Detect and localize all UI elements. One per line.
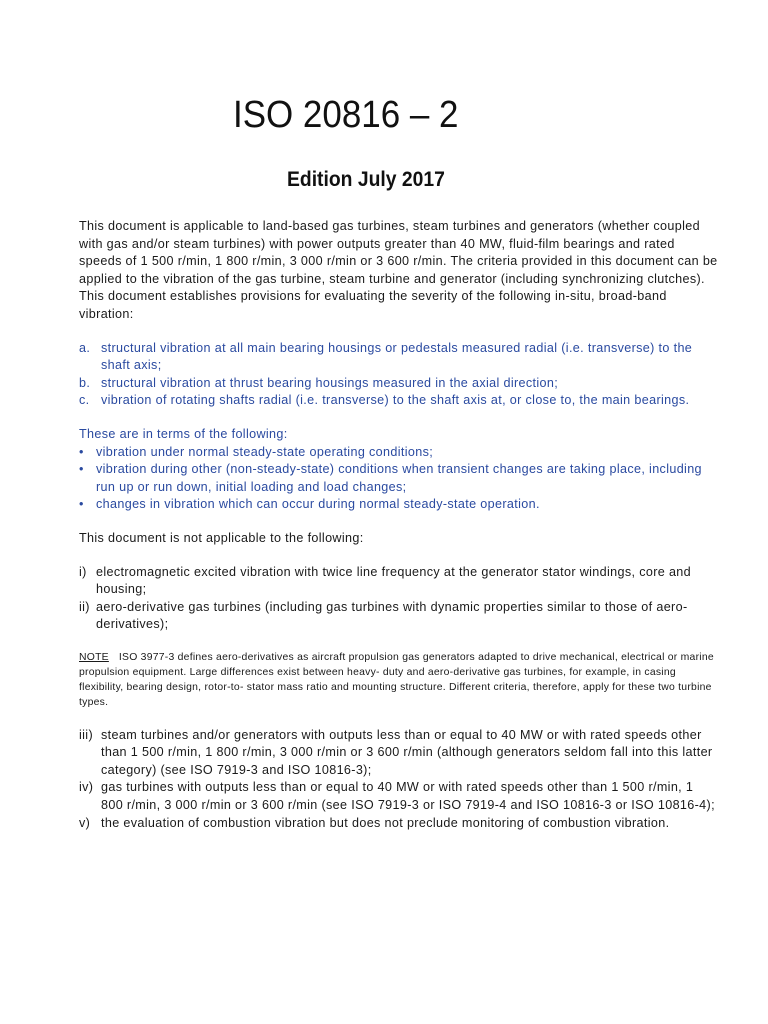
list-item-text: the evaluation of combustion vibration but does not preclude monitoring of combustion vibration. <box>101 815 670 830</box>
not-applicable-heading: This document is not applicable to the following: <box>79 530 364 545</box>
exclusions-list-continued <box>79 727 719 833</box>
list-item <box>79 779 719 814</box>
list-item-text: vibration under normal steady-state operating conditions; <box>96 444 434 459</box>
list-item-text: structural vibration at thrust bearing housings measured in the axial direction; <box>101 375 559 390</box>
intro-paragraph: This document is applicable to land-based gas turbines, steam turbines and generators (whether coupled with gas and/or steam turbines) with power outputs greater than 40 MW, fluid-film bearings and rated speeds of 1 500 r/min, 1 800 r/min, 3 000 r/min or 3 600 r/min. The criteria provided in this document can be applied to the vibration of the gas turbine, steam turbine and generator (including synchronizing clutches). <box>79 219 718 286</box>
list-item <box>79 564 719 599</box>
list-item-text: aero-derivative gas turbines (including gas turbines with dynamic properties similar to those of aero-derivatives); <box>96 599 688 632</box>
list-item <box>79 727 719 780</box>
list-item <box>79 375 719 393</box>
provisions-paragraph: This document establishes provisions for evaluating the severity of the following in-situ, broad-band vibration: <box>79 289 667 321</box>
list-item <box>79 599 719 634</box>
bullet-icon: • <box>79 444 84 459</box>
list-marker: b. <box>79 375 91 390</box>
list-marker: ii) <box>79 599 90 614</box>
bullet-icon: • <box>79 497 84 512</box>
list-item-text: steam turbines and/or generators with outputs less than or equal to 40 MW or with rated speeds other than 1 500 r/min, 1 800 r/min, 3 000 r/min or 3 600 r/min (although generators seldom fall into this latter category) (see ISO 7919-3 and ISO 10816-3); <box>101 727 713 777</box>
list-item-text: gas turbines with outputs less than or equal to 40 MW or with rated speeds other than 1 500 r/min, 1 800 r/min, 3 000 r/min or 3 600 r/min (see ISO 7919-3 or ISO 7919-4 and ISO 10816-3 or ISO 10816-4); <box>101 780 715 813</box>
list-item-text: vibration during other (non-steady-state) conditions when transient changes are taking place, including run up or run down, initial loading and load changes; <box>96 462 702 494</box>
list-item <box>79 444 719 462</box>
list-marker: c. <box>79 393 90 408</box>
document-title: ISO 20816 – 2 <box>233 94 459 136</box>
list-marker: iv) <box>79 780 94 795</box>
list-marker: a. <box>79 340 91 355</box>
list-item-text: changes in vibration which can occur during normal steady-state operation. <box>96 497 540 512</box>
list-item <box>79 496 719 514</box>
note-text: ISO 3977-3 defines aero-derivatives as aircraft propulsion gas generators adapted to drive mechanical, electrical or marine propulsion equipment. Large differences exist between heavy- duty and aero-derivative gas turbines, for example, in casing flexibility, bearing design, rotor-to- stator mass ratio and mounting structure. Different criteria, therefore, apply for these two turbine types. <box>79 651 714 709</box>
note-label: NOTE <box>79 651 109 663</box>
bullet-icon: • <box>79 462 84 477</box>
list-item-text: vibration of rotating shafts radial (i.e. transverse) to the shaft axis at, or close to, the main bearings. <box>101 393 690 408</box>
terms-heading: These are in terms of the following: <box>79 426 288 441</box>
list-item-text: structural vibration at all main bearing housings or pedestals measured radial (i.e. transverse) to the shaft axis; <box>101 340 693 373</box>
list-item-text: electromagnetic excited vibration with twice line frequency at the generator stator windings, core and housing; <box>96 564 692 597</box>
list-item <box>79 340 719 375</box>
list-item <box>79 392 719 410</box>
list-marker: v) <box>79 815 91 830</box>
edition-date: Edition July 2017 <box>287 168 445 191</box>
exclusions-list <box>79 564 719 634</box>
list-marker: i) <box>79 564 87 579</box>
note-block <box>79 650 719 711</box>
list-item <box>79 461 719 496</box>
terms-list <box>79 444 719 514</box>
list-marker: iii) <box>79 727 93 742</box>
list-item <box>79 815 719 833</box>
document-body <box>79 218 719 832</box>
vibration-types-list <box>79 340 719 410</box>
